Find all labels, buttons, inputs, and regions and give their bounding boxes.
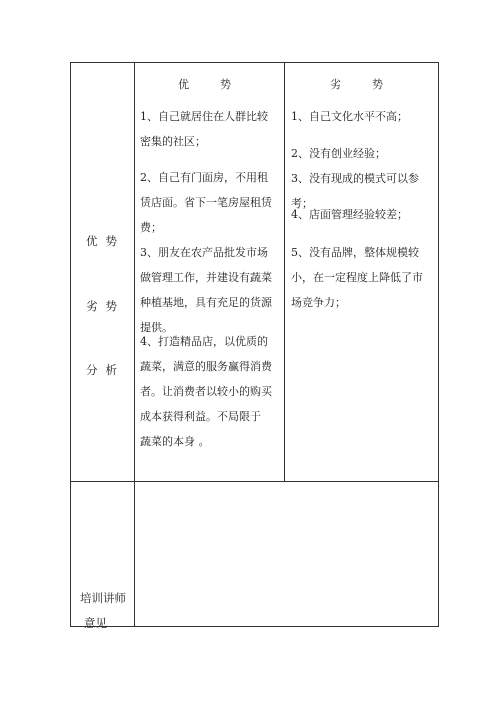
table-col-divider xyxy=(134,62,135,626)
side-label-opinion: 意见 xyxy=(84,616,107,630)
table-col-divider-mid xyxy=(284,62,285,481)
advantage-item-3: 3、朋友在农产品批发市场做管理工作，并建设有蔬菜种植基地，具有充足的货源提供。 xyxy=(140,246,272,334)
header-disadvantages: 劣 势 xyxy=(330,78,393,91)
table-border-top xyxy=(70,62,439,63)
side-label-disadvantage: 劣势 xyxy=(86,299,125,313)
disadvantage-item-3: 3、没有现成的模式可以参考； xyxy=(291,172,419,210)
disadvantage-item-4: 4、店面管理经验较差； xyxy=(291,208,408,221)
table-border-left xyxy=(70,62,71,626)
side-label-analysis: 分析 xyxy=(86,363,125,377)
table-row-divider xyxy=(70,481,439,482)
advantage-item-4: 4、打造精品店，以优质的蔬菜，满意的服务赢得消费者。让消费者以较小的购买成本获得利益。不局限于 蔬菜的本身 。 xyxy=(140,335,272,448)
swot-table xyxy=(70,62,439,630)
disadvantage-item-1: 1、自己文化水平不高； xyxy=(291,110,408,123)
side-label-trainer: 培训讲师 xyxy=(80,591,126,605)
advantage-item-2: 2、自己有门面房，不用租赁店面。省下一笔房屋租赁费； xyxy=(140,171,272,234)
disadvantage-item-5: 5、没有品牌，整体规模较小，在一定程度上降低了市场竞争力； xyxy=(291,246,423,309)
table-border-right xyxy=(438,62,439,626)
side-label-advantage: 优势 xyxy=(86,234,125,248)
header-advantages: 优 势 xyxy=(178,78,241,91)
advantage-item-1: 1、自己就居住在人群比较密集的社区； xyxy=(140,110,268,148)
disadvantage-item-2: 2、没有创业经验； xyxy=(291,147,386,160)
